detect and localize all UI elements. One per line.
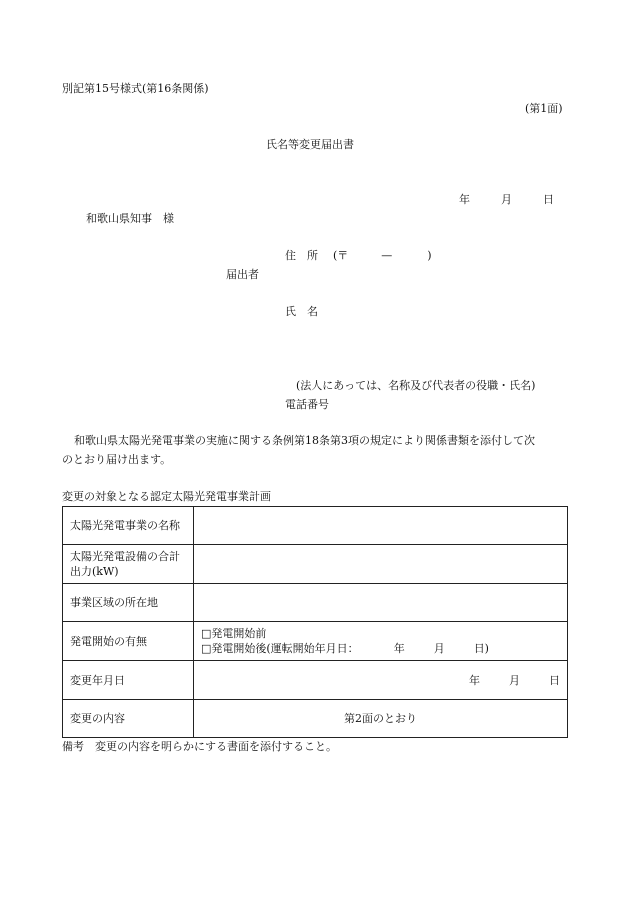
project-plan-table [62, 506, 568, 738]
postal-dash: — [381, 249, 393, 262]
date-year: 年 [459, 193, 470, 206]
project-name-label: 太陽光発電事業の名称 [63, 507, 194, 545]
option-before-start[interactable]: □発電開始前 [201, 627, 267, 640]
page-label: (第1面) [525, 102, 563, 115]
notifier-label: 届出者 [226, 268, 259, 281]
total-output-label [63, 545, 194, 584]
remarks: 備考 変更の内容を明らかにする書面を添付すること。 [62, 740, 337, 753]
table-caption: 変更の対象となる認定太陽光発電事業計画 [62, 490, 271, 503]
date-day: 日 [543, 193, 554, 206]
change-date-label: 変更年月日 [63, 661, 194, 700]
body-text-line2: のとおり届け出ます。 [62, 453, 172, 466]
form-number: 別記第15号様式(第16条関係) [62, 82, 209, 95]
body-text-line1: 和歌山県太陽光発電事業の実施に関する条例第18条第3項の規定により関係書類を添付して次 [74, 434, 535, 447]
change-day: 日 [549, 673, 560, 687]
change-content-label: 変更の内容 [63, 700, 194, 738]
document-title: 氏名等変更届出書 [266, 138, 354, 151]
change-month: 月 [509, 673, 520, 687]
postal-close: ) [427, 249, 432, 262]
total-output-label-line1: 太陽光発電設備の合計 [70, 550, 180, 563]
table-row [63, 622, 568, 661]
corporate-note: (法人にあっては、名称及び代表者の役職・氏名) [296, 379, 536, 392]
date-month: 月 [501, 193, 512, 206]
table-row [63, 545, 568, 584]
option-day: 日) [473, 642, 489, 655]
change-date-field[interactable] [194, 661, 568, 700]
name-label: 氏 名 [285, 305, 318, 318]
table-row [63, 507, 568, 545]
location-field[interactable] [194, 584, 568, 622]
option-year: 年 [393, 642, 405, 655]
phone-label: 電話番号 [285, 398, 329, 411]
submission-date [459, 193, 554, 207]
option-month: 月 [433, 642, 445, 655]
project-name-field[interactable] [194, 507, 568, 545]
address-line [285, 249, 432, 263]
total-output-field[interactable] [194, 545, 568, 584]
change-year: 年 [469, 673, 480, 687]
addressee: 和歌山県知事 様 [86, 212, 174, 225]
table-row [63, 700, 568, 738]
change-content-value: 第2面のとおり [194, 700, 568, 738]
start-status-field [194, 622, 568, 661]
table-row [63, 584, 568, 622]
option-after-label: □発電開始後(運転開始年月日： [201, 642, 359, 655]
location-label: 事業区域の所在地 [63, 584, 194, 622]
start-status-label: 発電開始の有無 [63, 622, 194, 661]
address-label: 住 所 [285, 249, 318, 262]
total-output-label-line2: 出力(kW) [70, 565, 119, 578]
option-after-start[interactable] [201, 641, 560, 656]
postal-open: (〒 [333, 249, 349, 262]
table-row [63, 661, 568, 700]
